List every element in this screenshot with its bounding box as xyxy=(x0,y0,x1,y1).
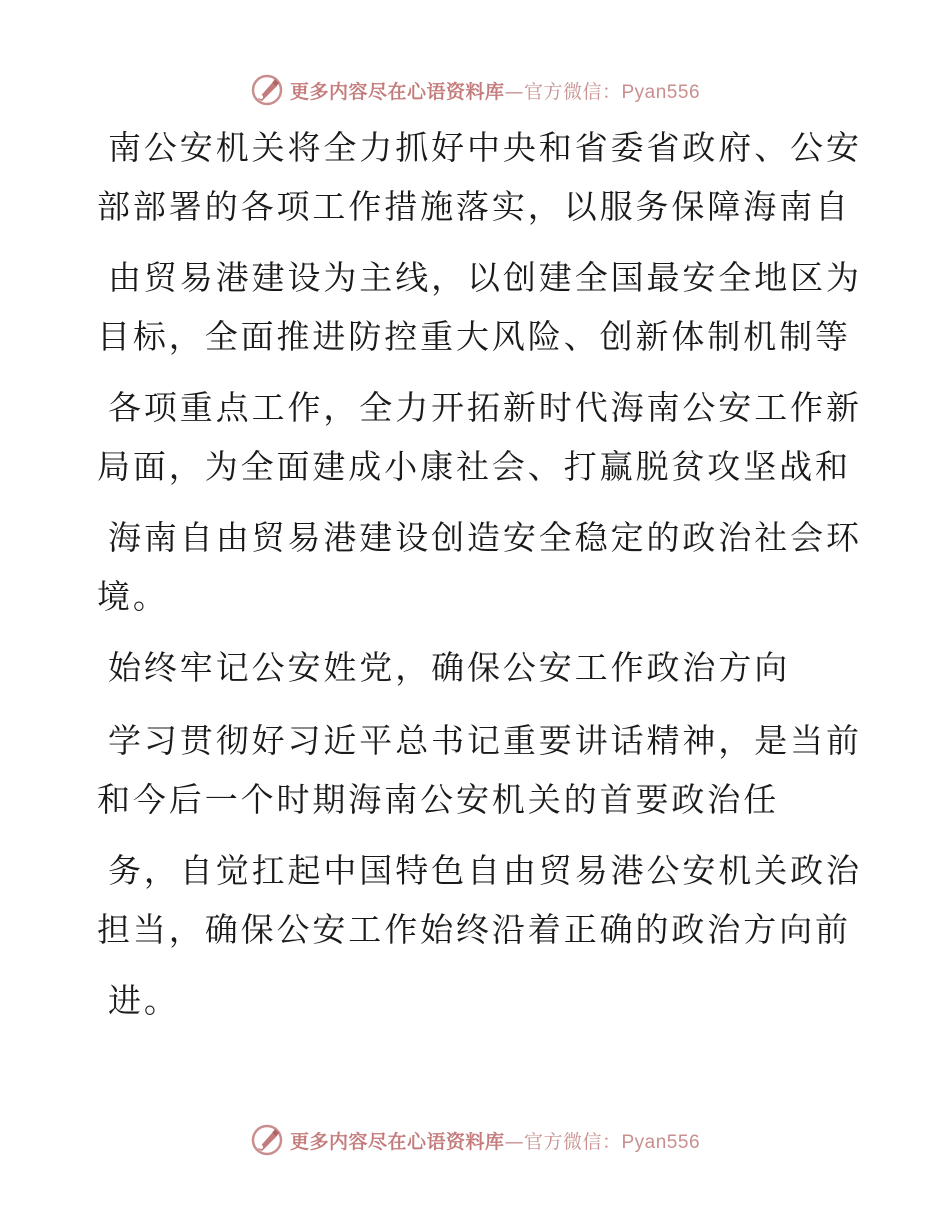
watermark-main: 更多内容尽在心语资料库 xyxy=(289,80,505,103)
footer-watermark xyxy=(0,1120,950,1160)
watermark-sub: 官方微信： xyxy=(523,1130,622,1153)
watermark-sub: 官方微信： xyxy=(523,80,622,103)
text-line-2: 部部署的各项工作措施落实，以服务保障海南自 xyxy=(97,187,851,226)
text-line-5: 各项重点工作，全力开拓新时代海南公安工作新 xyxy=(108,388,862,427)
watermark-wechat-id: Pyan556 xyxy=(621,1131,701,1153)
watermark-wechat-id: Pyan556 xyxy=(621,81,701,103)
watermark-text xyxy=(290,1127,700,1154)
text-line-10: 学习贯彻好习近平总书记重要讲话精神，是当前 xyxy=(108,721,862,760)
pen-logo-icon xyxy=(250,1123,284,1157)
text-line-14: 进。 xyxy=(108,981,180,1020)
text-line-4: 目标，全面推进防控重大风险、创新体制机制等 xyxy=(97,317,851,356)
text-line-13: 担当，确保公安工作始终沿着正确的政治方向前 xyxy=(97,910,851,949)
text-line-11: 和今后一个时期海南公安机关的首要政治任 xyxy=(97,780,780,819)
watermark-separator: — xyxy=(504,80,524,103)
text-line-12: 务，自觉扛起中国特色自由贸易港公安机关政治 xyxy=(108,851,862,890)
text-line-7: 海南自由贸易港建设创造安全稳定的政治社会环 xyxy=(108,518,862,557)
watermark-separator: — xyxy=(504,1130,524,1153)
text-line-1: 南公安机关将全力抓好中央和省委省政府、公安 xyxy=(108,128,862,167)
text-line-8: 境。 xyxy=(97,577,169,616)
text-line-6: 局面，为全面建成小康社会、打赢脱贫攻坚战和 xyxy=(97,447,851,486)
text-line-3: 由贸易港建设为主线，以创建全国最安全地区为 xyxy=(108,258,862,297)
section-heading: 始终牢记公安姓党，确保公安工作政治方向 xyxy=(108,648,791,687)
watermark-main: 更多内容尽在心语资料库 xyxy=(289,1130,505,1153)
